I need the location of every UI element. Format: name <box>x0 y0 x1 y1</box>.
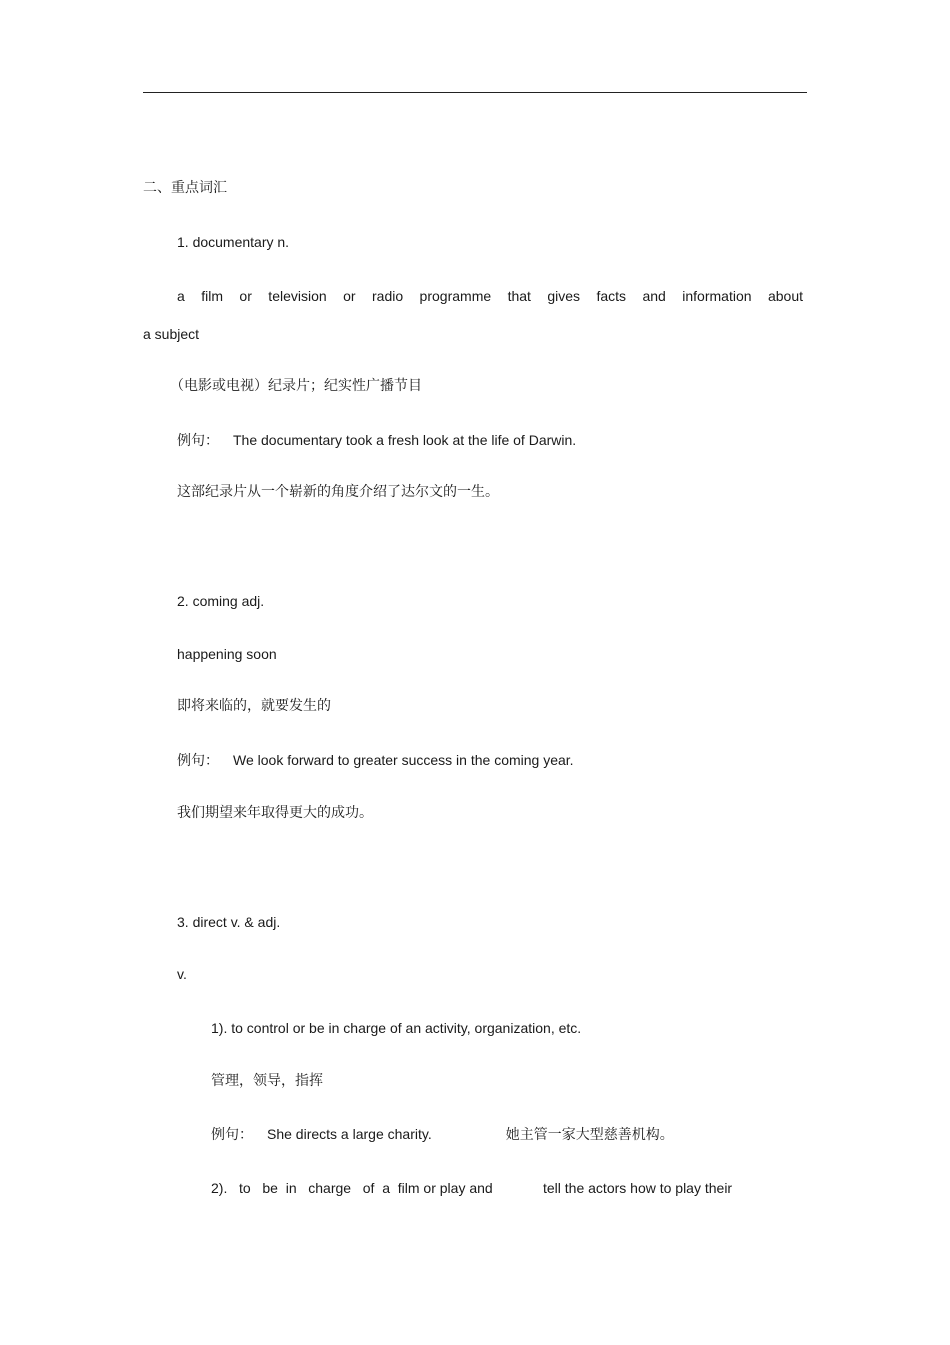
entry-1-translation: （电影或电视）纪录片；纪实性广播节目 <box>170 378 422 394</box>
entry-1-definition-line2: a subject <box>143 326 200 342</box>
entry-1-example-chinese: 这部纪录片从一个崭新的角度介绍了达尔文的一生。 <box>177 484 499 500</box>
entry-2-example-chinese: 我们期望来年取得更大的成功。 <box>177 805 373 821</box>
example-english: The documentary took a fresh look at the life of Darwin. <box>233 432 577 448</box>
entry-2-example <box>177 751 574 770</box>
entry-1-definition-line1: a film or television or radio programme that gives facts and information about <box>177 288 803 304</box>
entry-1-example <box>177 431 576 450</box>
example-label: 例句： <box>177 753 219 769</box>
sense-2-definition-b: tell the actors how to play their <box>543 1180 733 1196</box>
example-label: 例句： <box>211 1127 253 1143</box>
header-rule <box>143 92 807 93</box>
entry-2-translation: 即将来临的，就要发生的 <box>177 698 331 714</box>
sense-1-translation: 管理，领导，指挥 <box>211 1073 323 1089</box>
example-chinese: 她主管一家大型慈善机构。 <box>505 1127 674 1143</box>
sense-2-definition-a: 2). to be in charge of a film or play and <box>211 1180 493 1196</box>
sense-1-definition: 1). to control or be in charge of an activity, organization, etc. <box>211 1020 582 1036</box>
example-english: She directs a large charity. <box>267 1126 432 1142</box>
entry-3-pos: v. <box>177 966 187 982</box>
entry-3-head: 3. direct v. & adj. <box>177 914 281 930</box>
entry-1-head: 1. documentary n. <box>177 234 290 250</box>
example-english: We look forward to greater success in the coming year. <box>233 752 574 768</box>
entry-2-definition: happening soon <box>177 646 277 662</box>
entry-2-head: 2. coming adj. <box>177 593 265 609</box>
sense-1-example <box>211 1125 674 1144</box>
section-heading: 二、重点词汇 <box>143 180 227 196</box>
example-label: 例句： <box>177 433 219 449</box>
